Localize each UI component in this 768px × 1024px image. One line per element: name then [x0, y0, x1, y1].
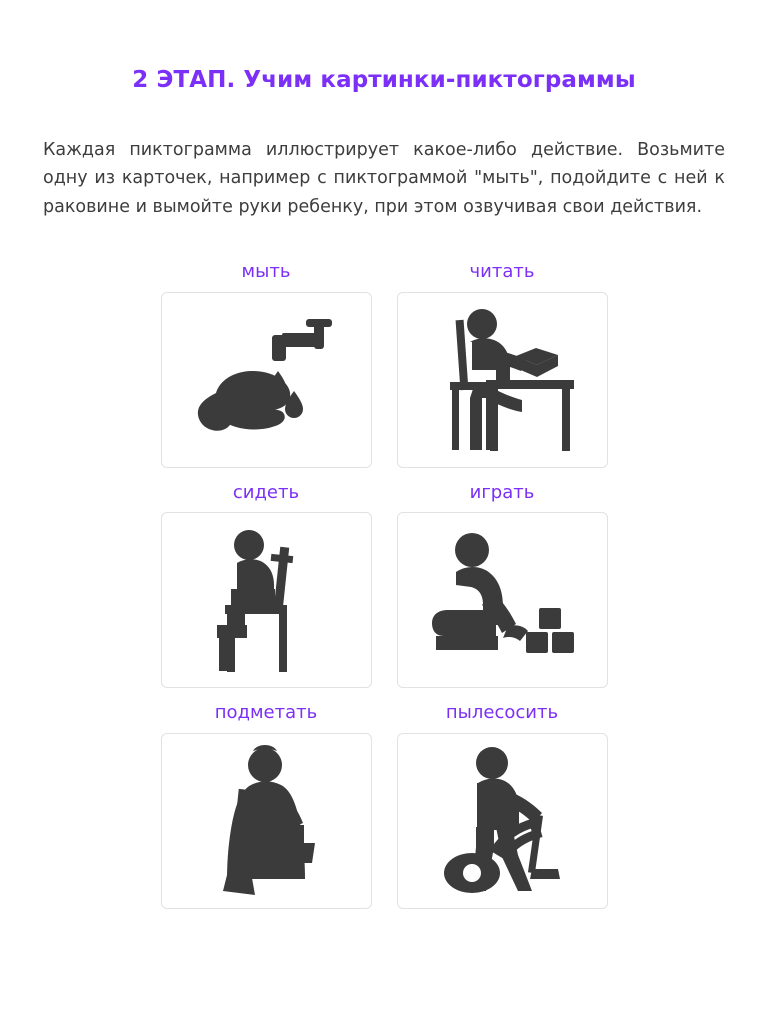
pictogram-cell-read [396, 247, 609, 468]
pictogram-cell-vacuum [396, 688, 609, 909]
pictogram-cell-play [396, 468, 609, 689]
pictogram-grid [40, 247, 728, 909]
pictogram-card [161, 733, 372, 909]
pictogram-card [397, 292, 608, 468]
sweeping-with-broom-icon [191, 741, 341, 901]
reading-at-desk-icon [420, 302, 585, 457]
pictogram-label: подметать [214, 702, 318, 724]
pictogram-label: читать [469, 260, 535, 282]
pictogram-card [397, 512, 608, 688]
pictogram-label: играть [469, 481, 535, 503]
pictogram-card [161, 292, 372, 468]
pictogram-card [397, 733, 608, 909]
pictogram-cell-sweep [160, 688, 373, 909]
sitting-on-chair-icon [201, 525, 331, 675]
page-title: 2 ЭТАП. Учим картинки-пиктограммы [132, 67, 636, 93]
vacuuming-icon [420, 743, 585, 898]
pictogram-label: мыть [241, 260, 291, 282]
pictogram-card [161, 512, 372, 688]
pictogram-label: пылесосить [445, 702, 559, 724]
pictogram-cell-sit [160, 468, 373, 689]
washing-hands-icon [186, 305, 346, 455]
pictogram-label: сидеть [232, 481, 300, 503]
pictogram-cell-wash [160, 247, 373, 468]
intro-paragraph: Каждая пиктограмма иллюстрирует какое-либо действие. Возьмите одну из карточек, например с пиктограммой "мыть", подойдите с ней к раковине и вымойте руки ребенку, при этом озвучивая свои действия. [43, 139, 725, 217]
playing-with-blocks-icon [420, 528, 585, 673]
